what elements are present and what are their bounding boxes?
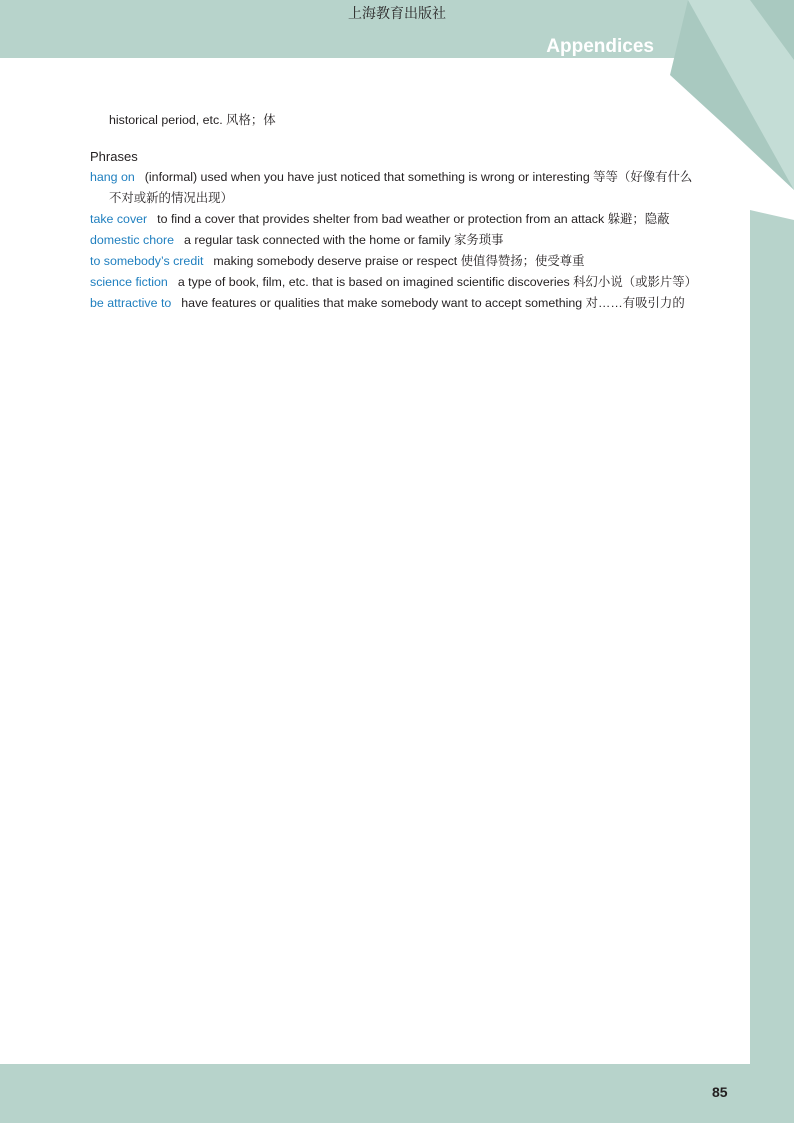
phrase-term: to somebody’s credit: [90, 254, 204, 268]
phrase-definition: a regular task connected with the home or family 家务琐事: [184, 233, 504, 247]
phrase-entry: [90, 251, 730, 272]
section-title: Appendices: [546, 36, 654, 57]
phrase-definition: to find a cover that provides shelter from bad weather or protection from an attack 躲避；隐蔽: [157, 212, 670, 226]
phrase-definition: have features or qualities that make somebody want to accept something 对……有吸引力的: [181, 296, 685, 310]
phrase-entry: [90, 209, 730, 230]
publisher-name: 上海教育出版社: [348, 6, 446, 22]
continued-definition: historical period, etc. 风格；体: [109, 113, 276, 127]
glossary-content: [90, 110, 730, 314]
phrase-entry: [90, 167, 730, 209]
phrase-term: science fiction: [90, 275, 168, 289]
phrase-definition: a type of book, film, etc. that is based on imagined scientific discoveries 科幻小说（或影片等）: [177, 275, 698, 289]
phrase-term: hang on: [90, 170, 135, 184]
phrase-entry: [90, 293, 730, 314]
phrase-entry: [90, 272, 730, 293]
phrase-term: be attractive to: [90, 296, 172, 310]
phrase-entry: [90, 230, 730, 251]
phrase-definition: making somebody deserve praise or respect 使值得赞扬；使受尊重: [213, 254, 585, 268]
phrase-definition-continued: 不对或新的情况出现）: [109, 191, 233, 205]
footer-band: [0, 1064, 794, 1123]
phrase-term: domestic chore: [90, 233, 175, 247]
phrases-heading: Phrases: [90, 149, 138, 164]
page-number: 85: [712, 1084, 728, 1100]
phrase-term: take cover: [90, 212, 148, 226]
phrase-definition: (informal) used when you have just noticed that something is wrong or interesting 等等（好像有什么: [144, 170, 693, 184]
